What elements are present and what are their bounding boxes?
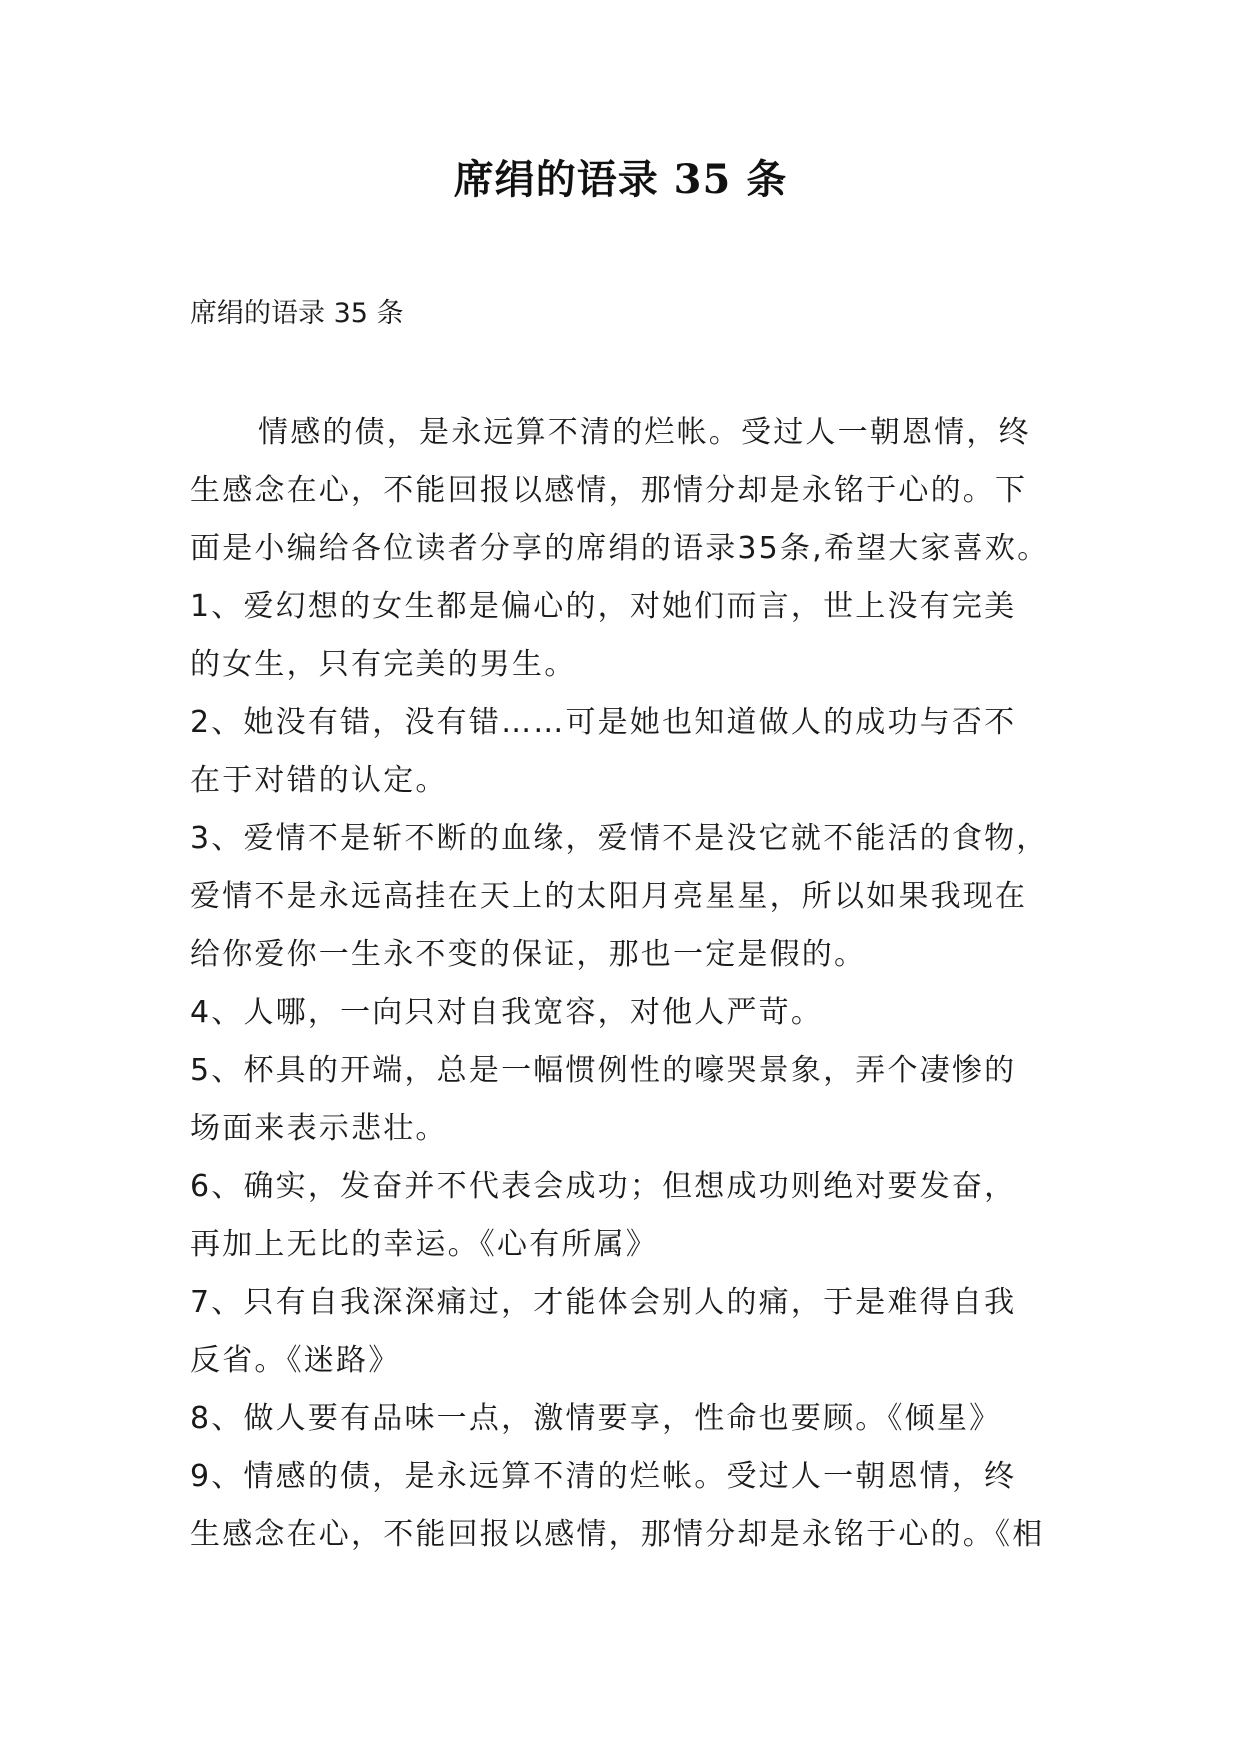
quote-4-line-1: 4、人哪，一向只对自我宽容，对他人严苛。 [190,995,824,1030]
quote-3-line-3: 给你爱你一生永不变的保证，那也一定是假的。 [190,937,867,972]
intro-line-1: 情感的债，是永远算不清的烂帐。受过人一朝恩情，终 [258,415,1031,450]
quote-9-line-1: 9、情感的债，是永远算不清的烂帐。受过人一朝恩情，终 [190,1459,1017,1494]
quote-2-line-1: 2、她没有错，没有错……可是她也知道做人的成功与否不 [190,705,1017,740]
quote-9-line-2: 生感念在心，不能回报以感情，那情分却是永铭于心的。《相 [190,1517,1045,1552]
intro-line-2: 生感念在心，不能回报以感情，那情分却是永铭于心的。下 [190,473,1028,508]
quote-5-line-1: 5、杯具的开端，总是一幅惯例性的嚎哭景象，弄个凄惨的 [190,1053,1017,1088]
quote-6-line-2: 再加上无比的幸运。《心有所属》 [190,1227,658,1262]
quote-7-line-1: 7、只有自我深深痛过，才能体会别人的痛，于是难得自我 [190,1285,1017,1320]
quote-1-line-1: 1、爱幻想的女生都是偏心的，对她们而言，世上没有完美 [190,589,1017,624]
document-subtitle: 席绢的语录 35 条 [190,298,404,329]
quote-2-line-2: 在于对错的认定。 [190,763,448,798]
quote-6-line-1: 6、确实，发奋并不代表会成功；但想成功则绝对要发奋， [190,1169,1017,1204]
intro-line-3: 面是小编给各位读者分享的席绢的语录35条,希望大家喜欢。 [190,531,1050,566]
quote-5-line-2: 场面来表示悲壮。 [190,1111,448,1146]
body-text [190,404,1070,1564]
quote-1-line-2: 的女生，只有完美的男生。 [190,647,577,682]
quote-3-line-1: 3、爱情不是斩不断的血缘，爱情不是没它就不能活的食物， [190,821,1049,856]
quote-3-line-2: 爱情不是永远高挂在天上的太阳月亮星星，所以如果我现在 [190,879,1028,914]
quote-8-line-1: 8、做人要有品味一点，激情要享，性命也要顾。《倾星》 [190,1401,1002,1436]
document-title: 席绢的语录 35 条 [453,156,788,203]
quote-7-line-2: 反省。《迷路》 [190,1343,401,1378]
